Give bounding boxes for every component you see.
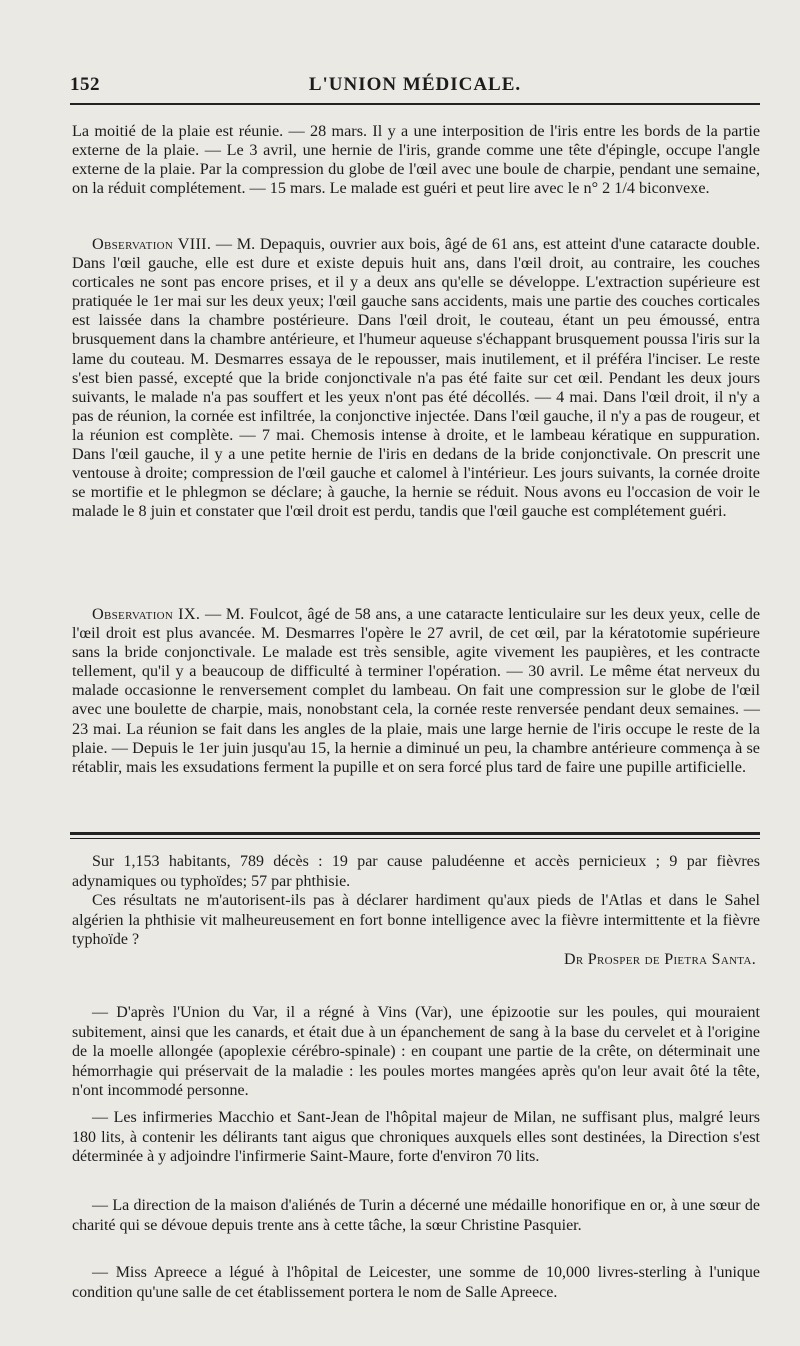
paragraph xyxy=(72,605,760,777)
paragraph: — Miss Apreece a légué à l'hôpital de Leicester, une somme de 10,000 livres-sterling à l'unique condition qu'une salle de cet établissement portera le nom de Salle Apreece. xyxy=(72,1264,760,1301)
news-item xyxy=(72,1263,760,1302)
paragraph: — D'après l'Union du Var, il a régné à Vins (Var), une épizootie sur les poules, qui mouraient subitement, ainsi que les canards, et était due à un épanchement de sang à la base du cervelet et à l'origine de la moelle allongée (apoplexie cérébro-spinale) : en coupant une partie de la crête, on déterminait une hémorrhagie qui préservait de la maladie : les poules mortes mangées après qu'on leur avait ôté la tête, n'ont incommodé personne. xyxy=(72,1004,760,1099)
statistics-section xyxy=(72,852,760,969)
running-title: L'UNION MÉDICALE. xyxy=(308,74,522,95)
section-divider xyxy=(70,832,760,835)
observation-continuation xyxy=(72,122,760,198)
paragraph: Ces résultats ne m'autorisent-ils pas à déclarer hardiment qu'aux pieds de l'Atlas et dans le Sahel algérien la phthisie vit malheureusement en fort bonne intelligence avec la fièvre intermittente et la fièvre typhoïde ? xyxy=(72,892,760,948)
news-item xyxy=(72,1108,760,1167)
news-item xyxy=(72,1003,760,1101)
paragraph: La moitié de la plaie est réunie. — 28 mars. Il y a une interposition de l'iris entre les bords de la partie externe de la plaie. — Le 3 avril, une hernie de l'iris, grande comme une tête d'épingle, occupe l'angle externe de la plaie. Par la compression du globe de l'œil avec une boule de charpie, pendant une semaine, on la réduit complétement. — 15 mars. Le malade est guéri et peut lire avec le n° 2 1/4 biconvexe. xyxy=(72,122,760,198)
observation-ix xyxy=(72,605,760,777)
news-item xyxy=(72,1196,760,1235)
header-rule xyxy=(70,103,760,105)
paragraph xyxy=(72,235,760,521)
paragraph: Sur 1,153 habitants, 789 décès : 19 par cause paludéenne et accès pernicieux ; 9 par fièvres adynamiques ou typhoïdes; 57 par phthisie. xyxy=(72,853,760,890)
section-divider-thin xyxy=(70,838,760,839)
observation-text: — M. Depaquis, ouvrier aux bois, âgé de 61 ans, est atteint d'une cataracte double. Dans l'œil gauche, elle est dure et existe depuis huit ans, dans l'œil droit, au contraire, les couches corticales ne sont pas encore prises, et il y a deux ans qu'elle se développe. L'extraction supérieure est pratiquée le 1er mai sur les deux yeux; l'œil gauche sans accidents, mais une partie des couches corticales est laissée dans la chambre postérieure. Dans l'œil droit, le couteau, étant un peu émoussé, entra brusquement dans la chambre antérieure, et l'humeur aqueuse s'échappant brusquement poussa l'iris sur la lame du couteau. M. Desmarres essaya de le repousser, mais inutilement, et il préféra l'inciser. Le reste s'est bien passé, excepté que la bride conjonctivale n'a pas été faite sur cet œil. Pendant les deux jours suivants, le malade n'a pas souffert et les yeux n'ont pas été décollés. — 4 mai. Dans l'œil droit, il n'y a pas de réunion, la cornée est infiltrée, la conjonctive injectée. Dans l'œil gauche, il n'y a pas de rougeur, et la réunion est complète. — 7 mai. Chemosis intense à droite, et le lambeau kératique en suppuration. Dans l'œil gauche, il y a une petite hernie de l'iris en dedans de la bride conjonctivale. On prescrit une ventouse à droite; compression de l'œil gauche et calomel à l'intérieur. Les jours suivants, la cornée droite se mortifie et le phlegmon se déclare; à gauche, la hernie se réduit. Nous avons eu l'occasion de voir le malade le 8 juin et constater que l'œil droit est perdu, tandis que l'œil gauche est complétement guéri. xyxy=(72,235,760,521)
page-header xyxy=(70,74,760,100)
author-signature: Dr Prosper de Pietra Santa. xyxy=(564,950,756,968)
observation-viii xyxy=(72,235,760,521)
observation-heading: Observation VIII. xyxy=(92,235,212,253)
paragraph: — Les infirmeries Macchio et Sant-Jean de l'hôpital majeur de Milan, ne suffisant plus, malgré leurs 180 lits, à contenir les délirants tant aigus que chroniques auxquels elles sont destinées, la Direction s'est déterminée à y adjoindre l'infirmerie Saint-Maure, forte d'environ 70 lits. xyxy=(72,1109,760,1165)
page-number: 152 xyxy=(70,74,100,95)
paragraph: — La direction de la maison d'aliénés de Turin a décerné une médaille honorifique en or, à une sœur de charité qui se dévoue depuis trente ans à cette tâche, la sœur Christine Pasquier. xyxy=(72,1197,760,1234)
observation-heading: Observation IX. xyxy=(92,605,201,623)
observation-text: — M. Foulcot, âgé de 58 ans, a une cataracte lenticulaire sur les deux yeux, celle de l'œil droit est plus avancée. M. Desmarres l'opère le 27 avril, de cet œil, par la kératotomie supérieure sans la bride conjonctivale. Le malade est très sensible, agite vivement les paupières, et les contracte tellement, qu'il y a beaucoup de difficulté à terminer l'opération. — 30 avril. Le même état nerveux du malade occasionne le renversement complet du lambeau. On fait une compression sur le globe de l'œil avec une boulette de charpie, mais, nonobstant cela, la cornée reste renversée pendant deux semaines. — 23 mai. La réunion se fait dans les angles de la plaie, mais une large hernie de l'iris occupe le reste de la plaie. — Depuis le 1er juin jusqu'au 15, la hernie a diminué un peu, la chambre antérieure commença à se rétablir, mais les exsudations ferment la pupille et on sera forcé plus tard de faire une pupille artificielle. xyxy=(72,605,761,776)
